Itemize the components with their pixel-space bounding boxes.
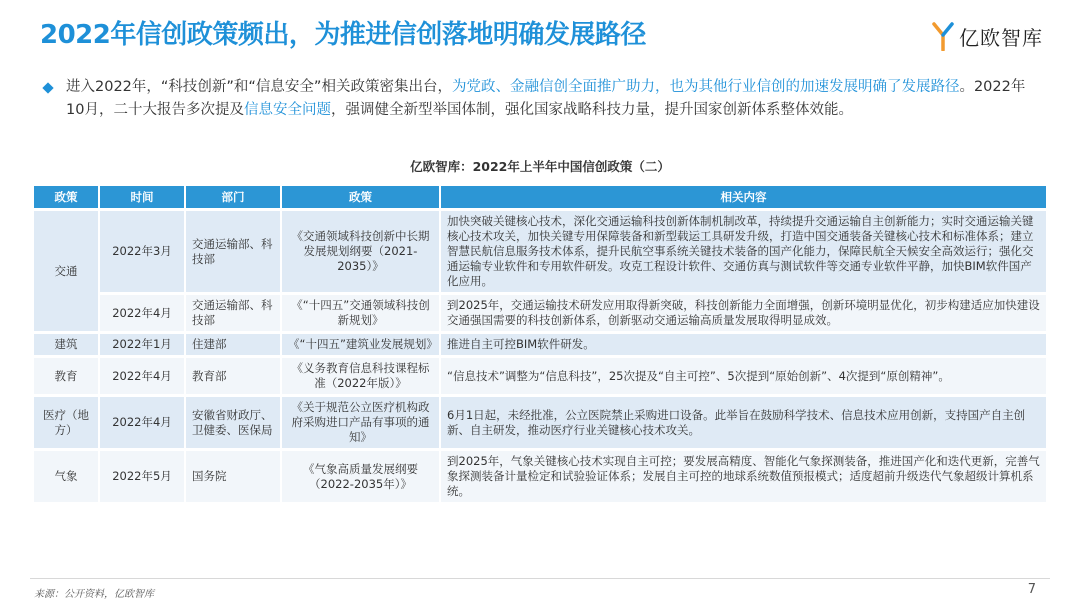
category-cell: 气象 [34, 451, 100, 502]
category-cell: 医疗（地方） [34, 397, 100, 448]
page-title: 2022年信创政策频出，为推进信创落地明确发展路径 [40, 20, 646, 50]
source-note: 来源：公开资料，亿欧智库 [34, 589, 154, 600]
time-cell: 2022年1月 [100, 334, 186, 355]
time-cell: 2022年4月 [100, 358, 186, 394]
table-row [34, 211, 1046, 292]
content-cell: “信息技术”调整为“信息科技”，25次提及“自主可控”、5次提到“原始创新”、4次提到“原创精神”。 [441, 358, 1046, 394]
policy-cell: 《关于规范公立医疗机构政府采购进口产品有事项的通知》 [282, 397, 441, 448]
column-header-department: 部门 [186, 186, 282, 208]
table-row [34, 451, 1046, 502]
department-cell: 住建部 [186, 334, 282, 355]
table-header-row [34, 186, 1046, 208]
intro-text-2: 。2022年10月，二十大报告多次提及 [66, 79, 1026, 118]
page-number: 7 [1027, 582, 1036, 597]
policy-cell: 《义务教育信息科技课程标准（2022年版）》 [282, 358, 441, 394]
logo [932, 20, 1043, 52]
intro-paragraph [42, 76, 1042, 122]
logo-text: 亿欧智库 [959, 25, 1043, 50]
content-cell: 到2025年，交通运输技术研发应用取得新突破，科技创新能力全面增强，创新环境明显优化，初步构建适应加快建设交通强国需要的科技创新体系，创新驱动交通运输高质量发展取得明显成效。 [441, 295, 1046, 331]
intro-highlight-1: 为党政、金融信创全面推广助力，也为其他行业信创的加速发展明确了发展路径 [451, 79, 960, 95]
column-header-time: 时间 [100, 186, 186, 208]
content-cell: 加快突破关键核心技术，深化交通运输科技创新体制机制改革，持续提升交通运输自主创新能力；实时交通运输关键核心技术攻关，加快关键专用保障装备和新型载运工具研发升级，打造中国交通装备关键核心技术和标准体系；建立智慧民航信息服务技术体系，提升民航空事系统关键技术装备的国产化能力，保障民航全天候安全高效运行；强化交通运输专业软件和专用软件研发。攻克工程设计软件、交通仿真与测试软件等交通专业软件平静，加快BIM软件国产化应用。 [441, 211, 1046, 292]
time-cell: 2022年4月 [100, 397, 186, 448]
column-header-policy: 政策 [282, 186, 441, 208]
time-cell: 2022年5月 [100, 451, 186, 502]
column-header-content: 相关内容 [441, 186, 1046, 208]
table-row [34, 334, 1046, 355]
table-row [34, 397, 1046, 448]
policy-cell: 《“十四五”交通领域科技创新规划》 [282, 295, 441, 331]
intro-text-3: ，强调健全新型举国体制，强化国家战略科技力量，提升国家创新体系整体效能。 [330, 102, 853, 118]
department-cell: 教育部 [186, 358, 282, 394]
diamond-bullet-icon [42, 82, 53, 93]
policy-cell: 《气象高质量发展纲要（2022-2035年）》 [282, 451, 441, 502]
department-cell: 安徽省财政厅、卫健委、医保局 [186, 397, 282, 448]
department-cell: 交通运输部、科技部 [186, 295, 282, 331]
category-cell: 教育 [34, 358, 100, 394]
policy-cell: 《“十四五”建筑业发展规划》 [282, 334, 441, 355]
department-cell: 国务院 [186, 451, 282, 502]
table-title: 亿欧智库：2022年上半年中国信创政策（二） [410, 159, 670, 174]
department-cell: 交通运输部、科技部 [186, 211, 282, 292]
time-cell: 2022年4月 [100, 295, 186, 331]
intro-text-1: 进入2022年，“科技创新”和“信息安全”相关政策密集出台， [66, 79, 452, 95]
column-header-category: 政策 [34, 186, 100, 208]
intro-highlight-2: 信息安全问题 [243, 102, 331, 118]
content-cell: 6月1日起，未经批准，公立医院禁止采购进口设备。此举旨在鼓励科学技术、信息技术应用创新，支持国产自主创新、自主研发，推动医疗行业关键核心技术攻关。 [441, 397, 1046, 448]
category-cell: 建筑 [34, 334, 100, 355]
time-cell: 2022年3月 [100, 211, 186, 292]
footer-divider [30, 578, 1050, 579]
content-cell: 到2025年，气象关键核心技术实现自主可控；要发展高精度、智能化气象探测装备，推进国产化和迭代更新，完善气象探测装备计量检定和试验验证体系；发展自主可控的地球系统数值预报模式；适度超前升级迭代气象超级计算机系统。 [441, 451, 1046, 502]
policy-cell: 《交通领域科技创新中长期发展规划纲要（2021-2035）》 [282, 211, 441, 292]
content-cell: 推进自主可控BIM软件研发。 [441, 334, 1046, 355]
logo-mark-icon [932, 21, 954, 51]
category-cell: 交通 [34, 211, 100, 331]
policy-table [34, 183, 1046, 505]
table-row [34, 358, 1046, 394]
table-row [34, 295, 1046, 331]
